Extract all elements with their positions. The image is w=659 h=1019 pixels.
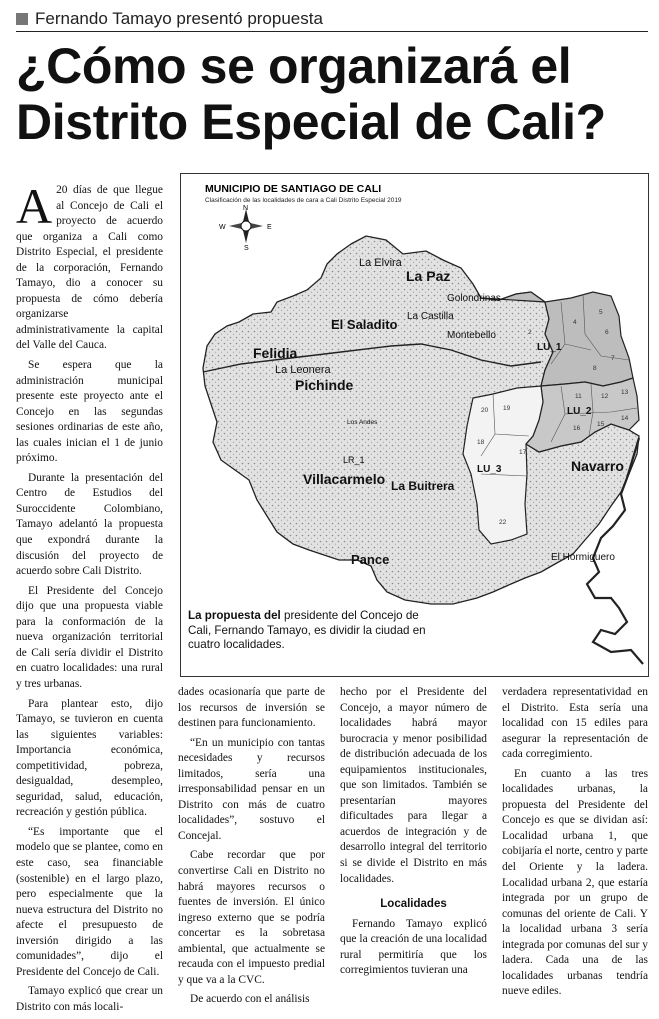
kicker-bar (16, 6, 648, 32)
comuna-number: 20 (481, 407, 489, 414)
map-label: La Elvira (359, 257, 402, 269)
article-paragraph: El Presidente del Concejo dijo que una propuesta viable para la conformación de la nueva organización territorial de Cali sería dividir el Distrito en cuatro localidades: una rural y tres urbanas. (16, 584, 163, 690)
compass-w: W (219, 224, 226, 231)
article-column-4 (502, 685, 648, 1004)
map-label: La Castilla (407, 311, 454, 322)
comuna-number: 7 (611, 355, 615, 362)
comuna-number: 22 (499, 519, 507, 526)
comuna-number: 14 (621, 415, 629, 422)
article-paragraph: Tamayo explicó que crear un Distrito con más locali- (16, 985, 163, 1013)
map-label: LU_1 (537, 342, 562, 353)
kicker-text: Fernando Tamayo presentó propuesta (35, 8, 323, 28)
article-paragraph: Para plantear esto, dijo Tamayo, se tuvieron en cuenta las siguientes variables: Importancia económica, competitividad, pobreza, desigualdad, desempleo, seguridad, salud, educación, recreación y gestión pública. (16, 697, 163, 819)
caption-lead: La propuesta del (188, 609, 281, 622)
map-label: Felidia (253, 345, 298, 361)
article-column-2 (178, 685, 325, 1012)
article-column-1 (16, 178, 163, 1019)
article-paragraph: A 20 días de que llegue al Concejo de Cali el proyecto de acuerdo que organiza a Cali como Distrito Especial, el presidente de la corporación, Fernando Tamayo, dio a conocer su propuesta de cómo debería organizarse administrativamente la capital del Valle del Cauca. (16, 178, 163, 352)
article-paragraph: Cabe recordar que por convertirse Cali en Distrito no habrá mayores recursos o fuentes de inversión. El único ingreso externo que se podría concertar es la sobretasa ambiental, que actualmente se recauda con el impuesto predial y que va a la CVC. (178, 849, 325, 986)
map-label: El Hormiguero (551, 552, 615, 563)
article-paragraph: dades ocasionaría que parte de los recursos de inversión se destinen para funcionamiento. (178, 686, 325, 730)
map-label: El Saladito (331, 317, 398, 332)
comuna-number: 6 (605, 329, 609, 336)
map-label: LU_3 (477, 464, 502, 475)
comuna-number: 18 (477, 439, 485, 446)
article-paragraph: Se espera que la administración municipal presente este proyecto ante el Concejo en las segundas sesiones ordinarias de este año, las cuales inician el 1 de junio próximo. (16, 359, 163, 465)
map-svg (181, 174, 650, 678)
map-label: Golondrinas (447, 293, 501, 304)
map-label: LR_1 (343, 455, 365, 465)
article-paragraph: “Es importante que el modelo que se plantee, como en este caso, sea financiable (sostenible) en el largo plazo, pero especialmente que la nueva estructura del Distrito no afecte el presupuesto de inversión dirigido a las comunidades”, dijo el Presidente del Concejo de Cali. (16, 825, 163, 978)
compass-n: N (243, 205, 249, 212)
map-caption (183, 606, 438, 656)
headline: ¿Cómo se organizará el Distrito Especial de Cali? (16, 38, 606, 150)
article-paragraph: hecho por el Presidente del Concejo, a mayor número de localidades habrá mayor burocracia y menor posibilidad de distribución adecuada de los equipamientos institucionales, que son limitados. También se presentarían mayores dificultades para llegar a acuerdos de integración y de desarrollo integral del territorio si se divide el Distrito en más localidades. (340, 686, 487, 885)
map-label: La Buitrera (391, 479, 455, 493)
caption-text: presidente del Concejo de Cali, Fernando Tamayo, es dividir la ciudad en cuatro localidades. (188, 609, 426, 651)
comuna-number: 15 (597, 421, 605, 428)
article-paragraph: Durante la presentación del Centro de Estudios del Suroccidente Colombiano, Tamayo adelantó la propuesta que expondrá durante la discusión del proyecto de acuerdo sobre Cali Distrito. (16, 471, 163, 578)
map-label: La Paz (406, 268, 451, 284)
compass-s: S (244, 245, 249, 252)
comuna-number: 16 (573, 425, 581, 432)
subheading: Localidades (380, 898, 447, 911)
comuna-number: 13 (621, 389, 629, 396)
map-label: Pichinde (295, 377, 354, 393)
comuna-number: 8 (593, 365, 597, 372)
map-label: La Leonera (275, 364, 331, 376)
article-column-3 (340, 685, 487, 983)
map-label: Navarro (571, 458, 624, 474)
map-title: MUNICIPIO DE SANTIAGO DE CALI (205, 183, 382, 195)
comuna-number: 12 (601, 393, 609, 400)
comuna-number: 17 (519, 449, 527, 456)
kicker-square-icon (16, 13, 28, 25)
article-paragraph: verdadera representatividad en el Distrito. Esta sería una localidad con 15 ediles para asegurar la representación de cada corregimiento. (502, 686, 648, 761)
article-paragraph: “En un municipio con tantas necesidades y recursos limitados, sería una irresponsabilidad pensar en un Distrito con más de cuatro localidades”, sostuvo el Concejal. (178, 736, 325, 842)
compass-e: E (267, 224, 272, 231)
map-label: Los Andes (347, 419, 378, 426)
comuna-number: 5 (599, 309, 603, 316)
map-label: Pance (351, 552, 390, 567)
comuna-number: 11 (575, 393, 582, 400)
comuna-number: 2 (528, 329, 532, 336)
comuna-number: 4 (573, 319, 577, 326)
map-figure (180, 173, 649, 677)
article-paragraph: De acuerdo con el análisis (190, 993, 310, 1006)
map-subtitle: Clasificación de las localidades de cara a Cali Distrito Especial 2019 (205, 197, 402, 204)
article-paragraph: Fernando Tamayo explicó que la creación de una localidad rural permitiría que los corregimientos tuvieran una (340, 917, 487, 977)
map-label: Villacarmelo (303, 471, 386, 487)
map-label: LU_2 (567, 406, 592, 417)
comuna-number: 19 (503, 405, 511, 412)
drop-cap: A (16, 178, 53, 234)
article-paragraph: En cuanto a las tres localidades urbanas, la propuesta del Presidente del Concejo es que se dividan así: Localidad urbana 1, que cobijaría el norte, centro y parte del Oriente y la ladera. Localidad urbana 2, que estaría integrada por un grupo de comunas del oriente de Cali. Y la localidad urbana 3 sería integrada por comunas del sur y ladera. Cada una de las localidades urbanas tendría nueve ediles. (502, 767, 648, 998)
compass-rose-icon (219, 205, 272, 252)
map-label: Montebello (447, 330, 496, 341)
